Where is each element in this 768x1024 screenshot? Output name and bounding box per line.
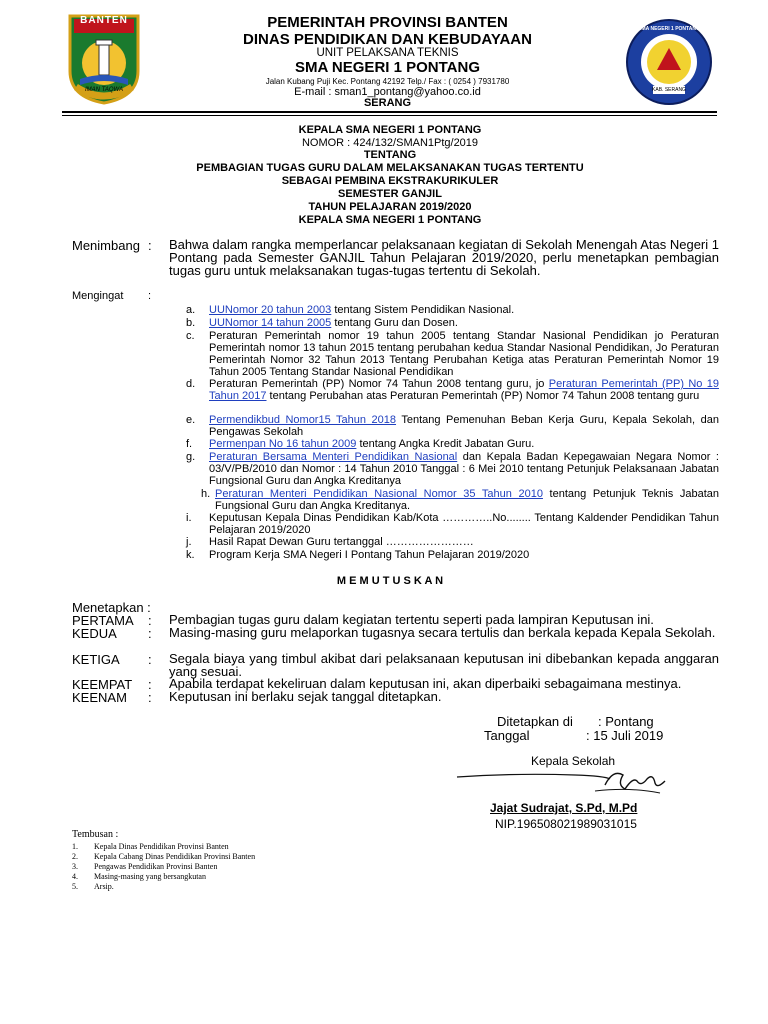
- header-line-2: DINAS PENDIDIKAN DAN KEBUDAYAAN: [243, 31, 532, 48]
- keempat-text: Apabila terdapat kekeliruan dalam keputusan ini, akan diperbaiki sebagaimana mestinya.: [169, 676, 682, 691]
- banten-logo-top-text: BANTEN: [80, 15, 128, 26]
- ref-h: [215, 488, 719, 512]
- ref-b: [209, 317, 719, 329]
- ref-d-link[interactable]: Peraturan Pemerintah (PP) No 19 Tahun 2017: [209, 378, 719, 402]
- ref-b-letter: b.: [186, 317, 196, 329]
- keenam-text: Keputusan ini berlaku sejak tanggal ditetapkan.: [169, 689, 442, 704]
- tembusan-item-2: Kepala Cabang Dinas Pendidikan Provinsi Banten: [94, 852, 256, 861]
- header-divider-thick: [62, 111, 717, 113]
- title-line-7: TAHUN PELAJARAN 2019/2020: [308, 201, 472, 213]
- header-address: Jalan Kubang Puji Kec. Pontang 42192 Telp./ Fax : ( 0254 ) 7931780: [265, 77, 510, 86]
- ref-h-rest: tentang Petunjuk Teknis Jabatan Fungsional Guru dan Angka Kreditanya.: [215, 488, 719, 512]
- signatory-role: Kepala Sekolah: [531, 754, 616, 768]
- keempat-colon: :: [148, 677, 152, 692]
- tembusan-item-3: Pengawas Pendidikan Provinsi Banten: [94, 862, 218, 871]
- ref-a-rest: tentang Sistem Pendidikan Nasional.: [331, 304, 515, 316]
- header-line-3: UNIT PELAKSANA TEKNIS: [316, 47, 459, 59]
- ketiga-text: Segala biaya yang timbul akibat dari pelaksanaan keputusan ini dibebankan kepada anggaran yang sesuai.: [169, 651, 719, 679]
- ref-f-rest: tentang Angka Kredit Jabatan Guru.: [356, 438, 535, 450]
- mengingat-label: Mengingat: [72, 290, 124, 302]
- ref-g-link[interactable]: Peraturan Bersama Menteri Pendidikan Nasional: [209, 451, 458, 463]
- tembusan-item-4: Masing-masing yang bersangkutan: [94, 872, 206, 881]
- ref-f-link[interactable]: Permenpan No 16 tahun 2009: [209, 438, 357, 450]
- signatory-nip: NIP.196508021989031015: [495, 817, 637, 831]
- ditetapkan-value: : Pontang: [598, 714, 654, 729]
- tembusan-item-5: Arsip.: [94, 882, 114, 891]
- ref-e-letter: e.: [186, 414, 196, 426]
- ref-e-link[interactable]: Permendikbud Nomor15 Tahun 2018: [209, 414, 397, 426]
- ref-e: [209, 414, 719, 438]
- keenam-colon: :: [148, 690, 152, 705]
- tembusan-item-1: Kepala Dinas Pendidikan Provinsi Banten: [94, 842, 229, 851]
- header-email: E-mail : sman1_pontang@yahoo.co.id: [294, 86, 481, 98]
- tembusan-item-2-number: 2.: [72, 852, 78, 861]
- kedua-colon: :: [148, 626, 152, 641]
- mengingat-colon: :: [148, 290, 152, 302]
- title-line-8: KEPALA SMA NEGERI 1 PONTANG: [298, 214, 482, 226]
- school-logo-ring-text: SMA NEGERI 1 PONTANG: [638, 26, 700, 32]
- ref-e-rest: Tentang Pemenuhan Beban Kerja Guru, Kepala Sekolah, dan Pengawas Sekolah: [209, 414, 719, 438]
- title-nomor: NOMOR : 424/132/SMAN1Ptg/2019: [301, 137, 479, 149]
- ref-b-rest: tentang Guru dan Dosen.: [331, 317, 458, 329]
- header-line-1: PEMERINTAH PROVINSI BANTEN: [267, 14, 508, 31]
- ref-d-letter: d.: [186, 378, 196, 390]
- ref-a: [209, 304, 719, 316]
- tembusan-item-1-number: 1.: [72, 842, 78, 851]
- ref-h-link[interactable]: Peraturan Menteri Pendidikan Nasional Nomor 35 Tahun 2010: [215, 488, 543, 500]
- tanggal-value: : 15 Juli 2019: [586, 728, 664, 743]
- tembusan-title: Tembusan :: [72, 829, 119, 840]
- ref-a-link[interactable]: UUNomor 20 tahun 2003: [209, 304, 332, 316]
- tembusan-item-3-number: 3.: [72, 862, 78, 871]
- tanggal-label: Tanggal: [484, 728, 530, 743]
- ref-j-letter: j.: [186, 536, 192, 548]
- handwritten-signature: [455, 763, 685, 803]
- ref-k: Program Kerja SMA Negeri I Pontang Tahun Pelajaran 2019/2020: [209, 549, 530, 561]
- header-city: SERANG: [363, 97, 412, 109]
- menimbang-text: Bahwa dalam rangka memperlancar pelaksanaan kegiatan di Sekolah Menengah Atas Negeri 1 Pontang pada Semester GANJIL Tahun Pelajaran 2019/2020, perlu menetapkan pembagian tugas guru untuk melaksanakan tugas-tugas tertentu di Sekolah.: [169, 237, 719, 278]
- header-line-4: SMA NEGERI 1 PONTANG: [294, 59, 481, 76]
- ref-c: Peraturan Pemerintah nomor 19 tahun 2005 tentang Standar Nasional Pendidikan jo Peraturan Pemerintah nomor 13 tahun 2015 tentang perubahan kedua Standar Nasional Pendidikan, Jo Peraturan Pemerintah Nomor 32 Tahun 2013 Tentang Perubahan Ketiga atas Peraturan Pemerintah Nomor 19 Tahun 2005 Tentang Standar Nasional Pendidikan: [209, 330, 719, 378]
- title-tentang: TENTANG: [363, 149, 417, 161]
- ref-d-pre: Peraturan Pemerintah (PP) Nomor 74 Tahun 2008 tentang guru, jo: [209, 378, 549, 390]
- title-line-5: SEBAGAI PEMBINA EKSTRAKURIKULER: [281, 175, 499, 187]
- ref-k-letter: k.: [186, 549, 195, 561]
- signatory-name: Jajat Sudrajat, S.Pd, M.Pd: [490, 801, 638, 815]
- pertama-label: PERTAMA: [72, 613, 134, 628]
- ketiga-label: KETIGA: [72, 652, 120, 667]
- banten-logo-bottom-text: IMAN TAQWA: [84, 87, 124, 93]
- header-divider-thin: [62, 115, 717, 116]
- tembusan-item-4-number: 4.: [72, 872, 78, 881]
- kedua-label: KEDUA: [72, 626, 117, 641]
- ref-h-letter: h.: [201, 488, 211, 500]
- keempat-label: KEEMPAT: [72, 677, 133, 692]
- ref-b-link[interactable]: UUNomor 14 tahun 2005: [209, 317, 332, 329]
- menetapkan-label: Menetapkan :: [72, 600, 151, 615]
- ref-c-letter: c.: [186, 330, 195, 342]
- school-logo-bottom-text: KAB. SERANG: [652, 87, 686, 93]
- memutuskan-heading: M E M U T U S K A N: [336, 575, 444, 587]
- title-line-1: KEPALA SMA NEGERI 1 PONTANG: [298, 124, 482, 136]
- ref-d: [209, 378, 719, 402]
- ref-d-rest: tentang Perubahan atas Peraturan Pemerintah (PP) Nomor 74 Tahun 2008 tentang guru: [266, 390, 700, 402]
- title-line-6: SEMESTER GANJIL: [338, 188, 442, 200]
- ketiga-colon: :: [148, 652, 152, 667]
- ref-g-rest: dan Kepala Badan Kepegawaian Negara Nomor : 03/V/PB/2010 dan Nomor : 14 Tahun 2010 Tanggal : 6 Mei 2010 tentang Petunjuk Pelaksanaan Jabatan Fungsional Guru dan Angka Kreditanya: [209, 451, 719, 487]
- keenam-label: KEENAM: [72, 690, 127, 705]
- pertama-text: Pembagian tugas guru dalam kegiatan tertentu seperti pada lampiran Keputusan ini.: [169, 612, 654, 627]
- ref-a-letter: a.: [186, 304, 196, 316]
- ref-f: [209, 438, 719, 450]
- kedua-text: Masing-masing guru melaporkan tugasnya secara tertulis dan berkala kepada Kepala Sekolah.: [169, 625, 716, 640]
- ref-i-letter: i.: [186, 512, 192, 524]
- title-line-4: PEMBAGIAN TUGAS GURU DALAM MELAKSANAKAN TUGAS TERTENTU: [196, 162, 584, 174]
- tembusan-item-5-number: 5.: [72, 882, 78, 891]
- ref-g: [209, 451, 719, 487]
- ref-f-letter: f.: [186, 438, 193, 450]
- ref-i: Keputusan Kepala Dinas Pendidikan Kab/Kota …………..No........ Tentang Kaldender Pendidikan Tahun Pelajaran 2019/2020: [209, 512, 719, 536]
- ref-j: Hasil Rapat Dewan Guru tertanggal ……………………: [209, 536, 474, 548]
- menimbang-colon: :: [148, 238, 152, 253]
- ditetapkan-label: Ditetapkan di: [497, 714, 573, 729]
- menimbang-label: Menimbang: [72, 238, 140, 253]
- ref-g-letter: g.: [186, 451, 196, 463]
- pertama-colon: :: [148, 613, 152, 628]
